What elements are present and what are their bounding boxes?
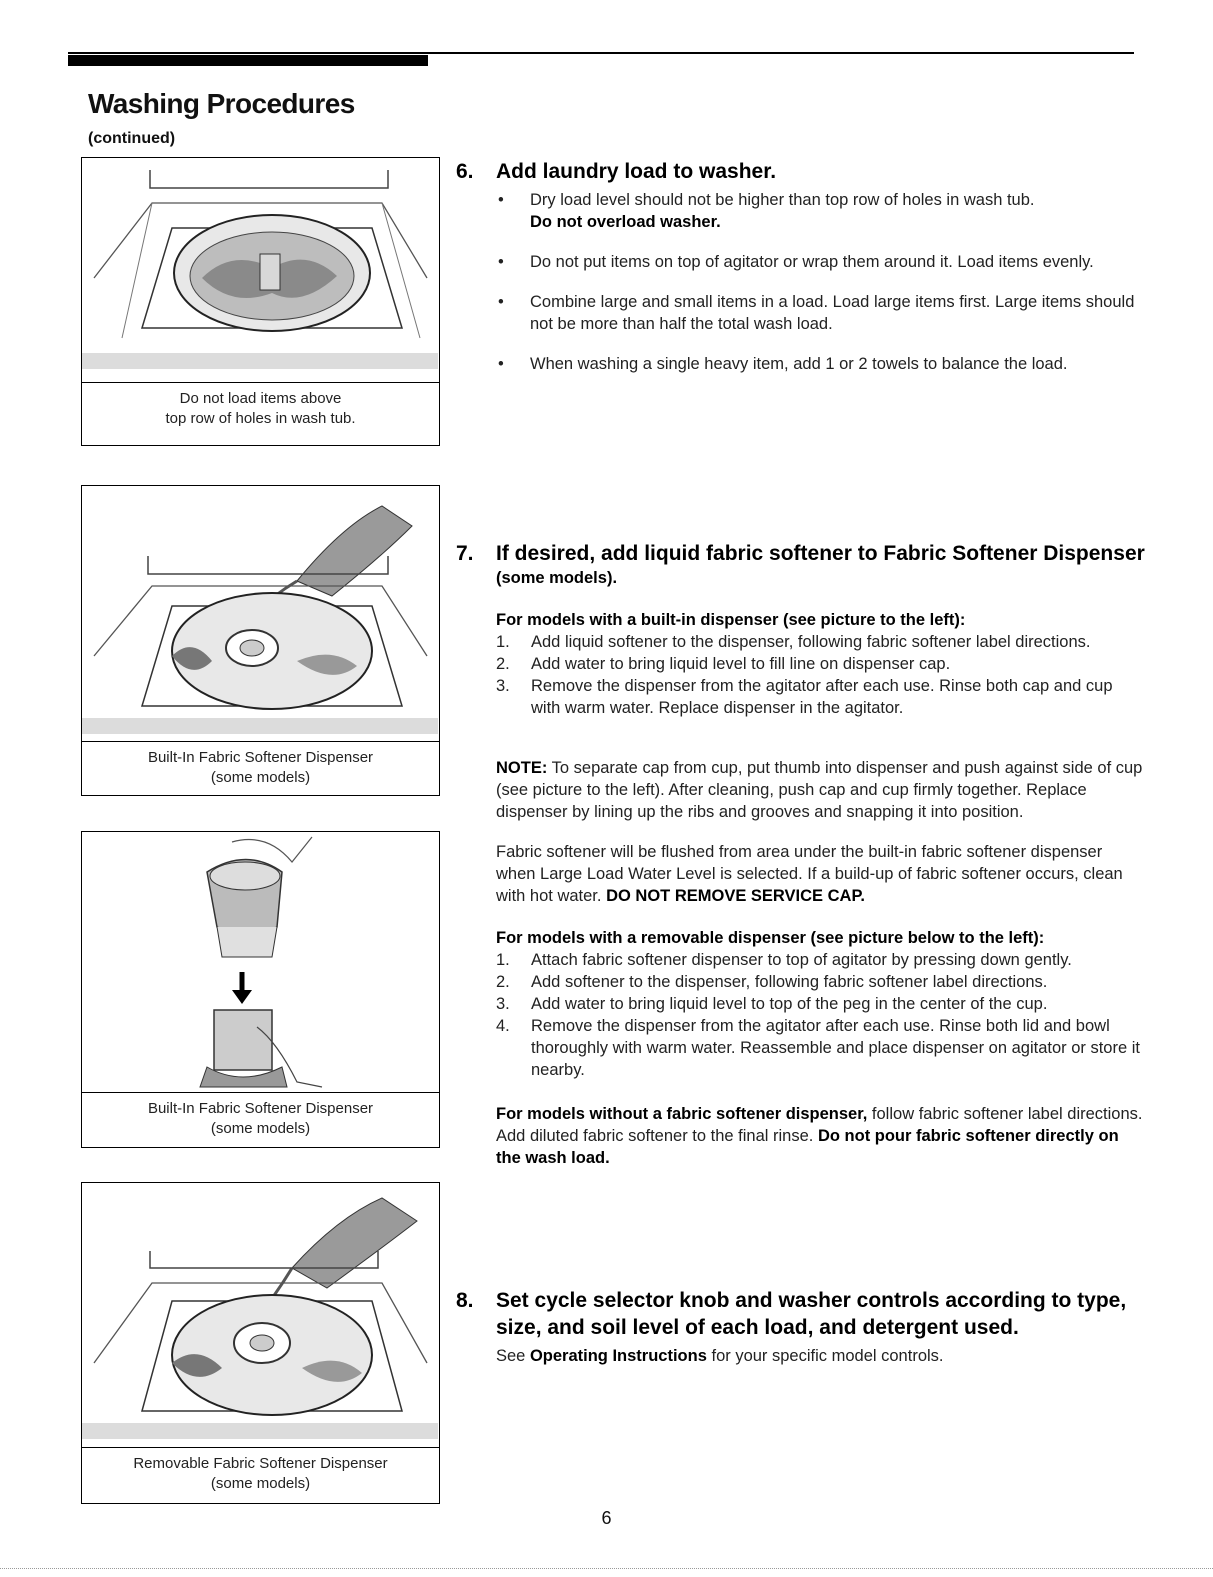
bottom-border [0, 1568, 1213, 1569]
bullet-item [456, 353, 1146, 375]
list-item [496, 971, 1146, 993]
figure-caption [82, 1447, 439, 1503]
item-text: Add water to bring liquid level to top of the peg in the center of the cup. [531, 995, 1048, 1013]
item-text: Remove the dispenser from the agitator after each use. Rinse both cap and cup with warm water. Replace dispenser in the agitator. [531, 677, 1113, 717]
item-text: Add water to bring liquid level to fill line on dispenser cap. [531, 655, 951, 673]
builtin-dispenser-illustration [82, 486, 439, 741]
bullet-bold-text: Do not overload washer. [530, 213, 721, 231]
caption-line: top row of holes in wash tub. [165, 410, 356, 427]
item-text: Add liquid softener to the dispenser, following fabric softener label directions. [531, 633, 1091, 651]
step-7-subheading: (some models). [496, 569, 618, 587]
caption-line: (some models) [210, 1120, 311, 1137]
flush-warning: DO NOT REMOVE SERVICE CAP. [606, 887, 865, 905]
bullet-item [456, 251, 1146, 273]
item-number: 1. [496, 951, 510, 969]
bullet-text: Do not put items on top of agitator or wrap them around it. Load items evenly. [530, 253, 1094, 271]
no-dispenser-text: follow fabric softener label directions. Add diluted fabric softener to the final rinse. [496, 1105, 1143, 1145]
builtin-steps [496, 631, 1146, 719]
step-6 [456, 158, 1146, 393]
dispenser-cap-cup-illustration [82, 832, 439, 1094]
step-8 [456, 1287, 1146, 1367]
flush-text: Fabric softener will be flushed from area under the built-in fabric softener dispenser when Large Load Water Level is selected. If a build-up of fabric softener occurs, clean with hot water. [496, 843, 1123, 905]
note-paragraph [496, 757, 1146, 823]
removable-dispenser-illustration [82, 1183, 439, 1448]
no-dispenser-label: For models without a fabric softener dispenser, [496, 1105, 868, 1123]
figure-caption [82, 1092, 439, 1147]
item-number: 3. [496, 995, 510, 1013]
step-number: 8. [456, 1289, 474, 1312]
step-7 [456, 540, 1146, 1169]
item-text: Attach fabric softener dispenser to top of agitator by pressing down gently. [531, 951, 1072, 969]
bullet-text: When washing a single heavy item, add 1 or 2 towels to balance the load. [530, 355, 1068, 373]
figure-builtin-dispenser [81, 485, 440, 796]
list-item [496, 993, 1146, 1015]
step-number: 6. [456, 160, 474, 183]
bullet-text: Dry load level should not be higher than top row of holes in wash tub. [530, 191, 1035, 209]
see-rest-text: for your specific model controls. [711, 1347, 944, 1365]
bullet-item [456, 189, 1146, 233]
caption-line: Do not load items above [179, 390, 342, 407]
item-number: 3. [496, 677, 510, 695]
figure-load-level [81, 157, 440, 446]
list-item [496, 653, 1146, 675]
step-number: 7. [456, 542, 474, 565]
item-text: Remove the dispenser from the agitator after each use. Rinse both lid and bowl thoroughly with warm water. Reassemble and place dispenser on agitator or store it nearby. [531, 1017, 1140, 1079]
caption-line: Removable Fabric Softener Dispenser [133, 1455, 388, 1472]
list-item [496, 949, 1146, 971]
removable-steps [496, 949, 1146, 1081]
item-number: 2. [496, 655, 510, 673]
list-item [496, 675, 1146, 719]
item-number: 4. [496, 1017, 510, 1035]
note-text: To separate cap from cup, put thumb into dispenser and push against side of cup (see picture to the left). After cleaning, push cap and cup firmly together. Replace dispenser by lining up the ribs and grooves and snapping it into position. [496, 759, 1143, 821]
figure-caption [82, 382, 439, 445]
item-number: 1. [496, 633, 510, 651]
caption-line: Built-In Fabric Softener Dispenser [147, 1100, 374, 1117]
step-6-heading [456, 158, 1146, 185]
caption-line: Built-In Fabric Softener Dispenser [147, 749, 374, 766]
step-title: If desired, add liquid fabric softener to Fabric Softener Dispenser [496, 542, 1145, 565]
bullet-text: Combine large and small items in a load. Load large items first. Large items should not be more than half the total wash load. [530, 293, 1135, 333]
no-dispenser-paragraph [496, 1103, 1146, 1169]
page-number: 6 [601, 1508, 612, 1528]
bullet-item [456, 291, 1146, 335]
top-rule [68, 52, 1134, 54]
operating-instructions-ref: Operating Instructions [529, 1347, 707, 1365]
figure-dispenser-separation [81, 831, 440, 1148]
step-6-bullets [456, 189, 1146, 375]
no-dispenser-warning: Do not pour fabric softener directly on the wash load. [496, 1127, 1119, 1167]
note-label: NOTE: [496, 759, 548, 777]
builtin-heading: For models with a built-in dispenser (see picture to the left): [496, 611, 966, 629]
page-subtitle: (continued) [88, 130, 176, 147]
page-title: Washing Procedures [88, 88, 355, 119]
see-text: See [496, 1347, 526, 1365]
step-8-text [496, 1345, 1146, 1367]
item-text: Add softener to the dispenser, following fabric softener label directions. [531, 973, 1048, 991]
removable-heading: For models with a removable dispenser (see picture below to the left): [496, 929, 1045, 947]
step-8-heading [456, 1287, 1146, 1341]
item-number: 2. [496, 973, 510, 991]
figure-caption [82, 741, 439, 795]
figure-removable-dispenser [81, 1182, 440, 1504]
washer-tub-illustration [82, 158, 439, 383]
caption-line: (some models) [210, 1475, 311, 1492]
caption-line: (some models) [210, 769, 311, 786]
step-7-heading [456, 540, 1146, 567]
top-rule-accent [68, 55, 428, 66]
step-title: Add laundry load to washer. [496, 160, 777, 183]
flush-paragraph [496, 841, 1146, 907]
list-item [496, 1015, 1146, 1081]
list-item [496, 631, 1146, 653]
step-title: Set cycle selector knob and washer controls according to type, size, and soil level of each load, and detergent used. [496, 1289, 1127, 1339]
